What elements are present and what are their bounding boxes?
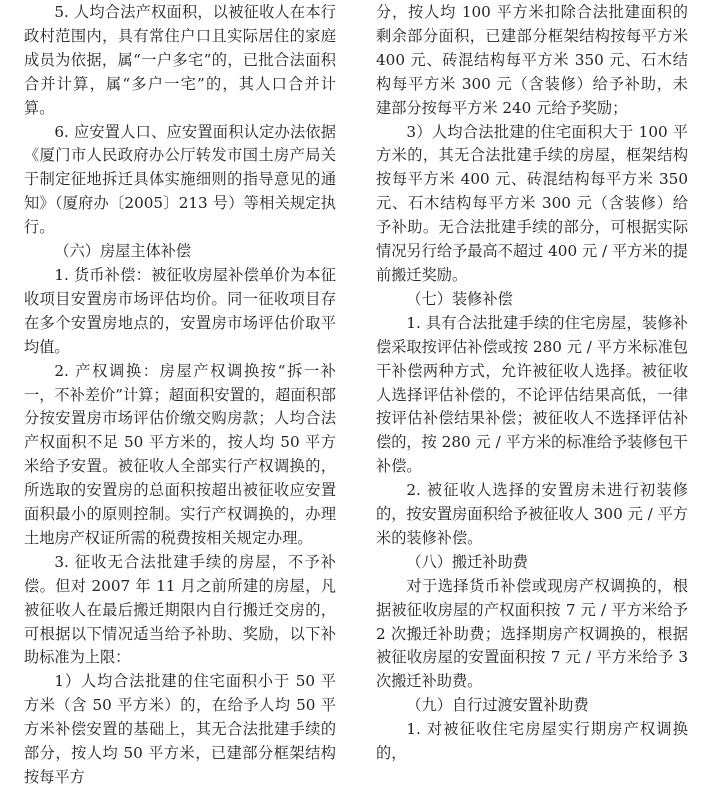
paragraph-per-capita-area: 5. 人均合法产权面积，以被征收人在本行政村范围内，具有常住户口且实际居住的家庭成员为依据，属“一户多宅”的，已批合法面积合并计算，属“多户一宅”的，其人口合并计算。 [24, 3, 336, 117]
section-heading-transition-subsidy: （九）自行过渡安置补助费 [406, 696, 589, 715]
paragraph-decoration-2: 2. 被征收人选择的安置房未进行初装修的，按安置房面积给予被征收人 300 元 / 平方米的装修补偿。 [376, 481, 688, 547]
paragraph-property-exchange: 2. 产权调换：房屋产权调换按“拆一补一，不补差价”计算；超面积安置的，超面积部分按安置房市场评估价缴交购房款；人均合法产权面积不足 50 平方米的，按人均 50 平方米给予安置。被征收人全部实行产权调换的，所选取的安置房的总面积按超出被征收应安置面积最小的原则控制。实行产权调换的，办理土地房产权证所需的税费按相关规定办理。 [24, 361, 336, 547]
left-text-column [24, 1, 336, 790]
paragraph-resettlement-basis: 6. 应安置人口、应安置面积认定办法依据《厦门市人民政府办公厅转发市国土房产局关于制定征地拆迁具体实施细则的指导意见的通知》（厦府办〔2005〕213 号）等相关规定执行。 [24, 122, 336, 237]
paragraph-item-1: 1）人均合法批建的住宅面积小于 50 平方米（含 50 平方米）的，在给予人均 50 平方米补偿安置的基础上，其无合法批建手续的部分，按人均 50 平方米，已建部分框架结构按每平方 [24, 672, 336, 786]
paragraph-monetary-compensation: 1. 货币补偿：被征收房屋补偿单价为本征收项目安置房市场评估均价。同一征收项目存在多个安置房地点的，安置房市场评估价取平均值。 [24, 265, 336, 356]
paragraph-decoration-1: 1. 具有合法批建手续的住宅房屋，装修补偿采取按评估补偿或按 280 元 / 平方米标准包干补偿两种方式，允许被征收人选择。被征收人选择评估补偿的，不论评估结果高低，一律按评估补偿结果补偿；被征收人不选择评估补偿的，按 280 元 / 平方米的标准给予装修包干补偿。 [376, 313, 688, 476]
paragraph-item-3: 3）人均合法批建的住宅面积大于 100 平方米的，其无合法批建手续的房屋，框架结构按每平方米 400 元、砖混结构每平方米 350 元、石木结构每平方米 300 元（含装修）给予补助。无合法批建手续的部分，可根据实际情况另行给予最高不超过 400 元 / 平方米的提前搬迁奖励。 [376, 122, 688, 284]
section-heading-relocation-subsidy: （八）搬迁补助费 [406, 552, 528, 571]
section-heading-decoration: （七）装修补偿 [406, 289, 513, 308]
paragraph-relocation-subsidy: 对于选择货币补偿或现房产权调换的，根据被征收房屋的产权面积按 7 元 / 平方米给予 2 次搬迁补助费；选择期房产权调换的，根据被征收房屋的安置面积按 7 元 / 平方米给予 3 次搬迁补助费。 [376, 576, 688, 691]
paragraph-unapproved-houses: 3. 征收无合法批建手续的房屋，不予补偿。但对 2007 年 11 月之前所建的房屋，凡被征收人在最后搬迁期限内自行搬迁交房的，可根据以下情况适当给予补助、奖励，以下补助标准为上限： [24, 552, 336, 667]
paragraph-transition-1: 1. 对被征收住宅房屋实行期房产权调换的， [376, 720, 688, 763]
section-heading-main-compensation: （六）房屋主体补偿 [54, 242, 192, 261]
right-text-column [376, 1, 688, 766]
paragraph-item-2-continued: 分，按人均 100 平方米扣除合法批建面积的剩余部分面积，已建部分框架结构按每平方米 400 元、砖混结构每平方米 350 元、石木结构每平方米 300 元（含装修）给予补助，未建部分按每平方米 240 元给予奖励； [376, 3, 688, 117]
